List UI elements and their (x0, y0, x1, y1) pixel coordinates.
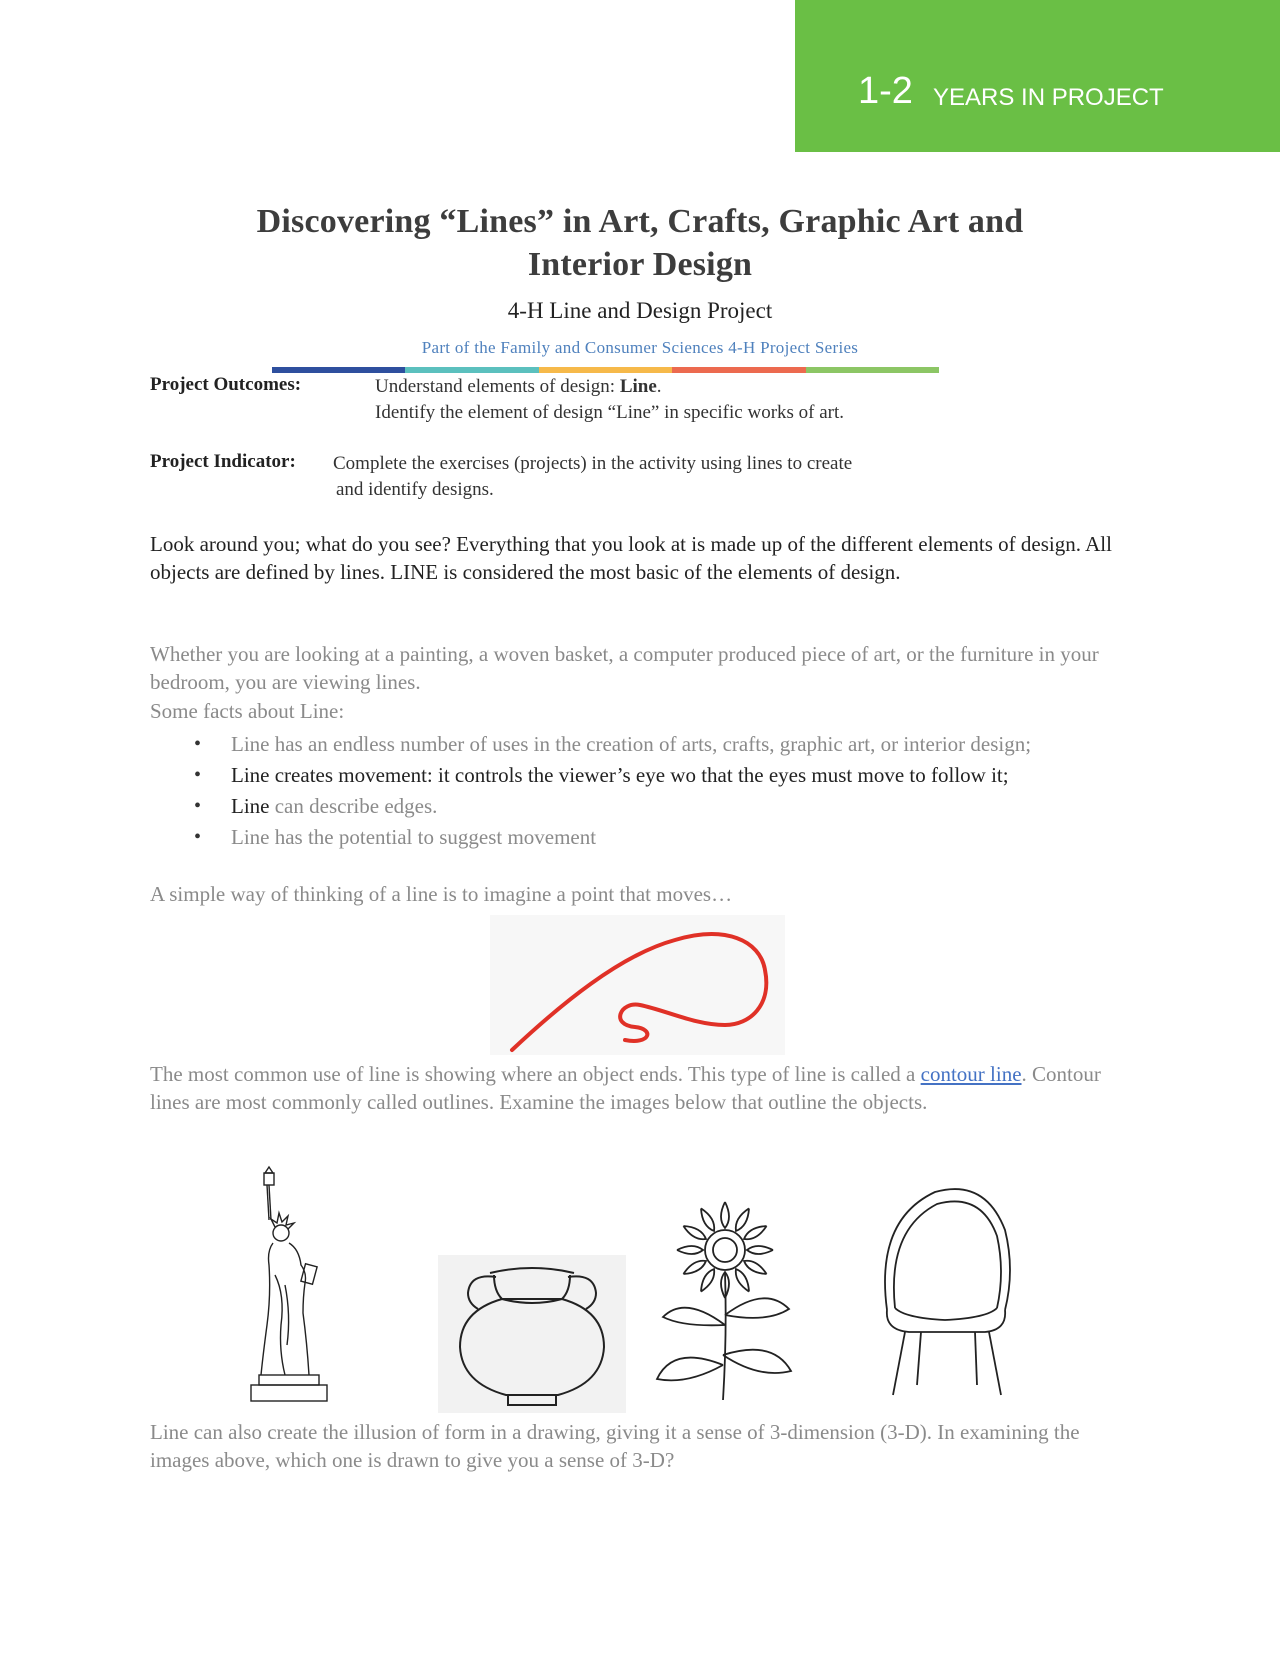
outcomes-line-1 (375, 374, 662, 400)
badge-number: 1-2 (858, 70, 913, 112)
indicator-line-1: Complete the exercises (projects) in the activity using lines to create (333, 453, 853, 474)
list-item (190, 730, 1140, 758)
facts-list (190, 730, 1140, 854)
color-bar-segment (272, 367, 405, 373)
bullet-rest: Line has the potential to suggest movement (231, 825, 597, 849)
list-item (190, 761, 1140, 789)
contour-text-before: The most common use of line is showing where an object ends. This type of line is called a (150, 1062, 921, 1086)
color-bar-segment (672, 367, 805, 373)
vase-icon (438, 1255, 626, 1413)
color-bar-segment (806, 367, 939, 373)
outcomes-line-2: Identify the element of design “Line” in specific works of art. (375, 402, 845, 423)
statue-of-liberty-icon (245, 1165, 335, 1405)
outcomes-bold: Line (619, 376, 657, 397)
color-bar-segment (405, 367, 538, 373)
outcomes-suffix: . (656, 376, 662, 397)
series-line: Part of the Family and Consumer Sciences 4-H Project Series (421, 338, 859, 357)
indicator-line-2: and identify designs. (336, 479, 494, 500)
outcomes-text: Understand elements of design: (375, 376, 620, 397)
facts-heading: Some facts about Line: (150, 699, 345, 723)
title-line-1: Discovering “Lines” in Art, Crafts, Graphic Art and (256, 203, 1024, 240)
color-bar-segment (539, 367, 672, 373)
contour-text-after: . Contour lines are most commonly called outlines. Examine the images below that outline the objects. (150, 1062, 1101, 1114)
color-bar (272, 367, 939, 373)
project-subtitle: 4-H Line and Design Project (507, 298, 773, 323)
moving-point-line-image (490, 915, 785, 1055)
years-badge (795, 0, 1280, 152)
bullet-lead: Line creates movement: it controls the viewer’s eye wo that the eyes must move to follow it; (231, 763, 1009, 787)
chair-icon (865, 1180, 1025, 1405)
list-item (190, 792, 1140, 820)
bullet-lead: Line (231, 794, 270, 818)
simple-way-text: A simple way of thinking of a line is to imagine a point that moves… (150, 882, 733, 906)
whether-paragraph: Whether you are looking at a painting, a woven basket, a computer produced piece of art, or the furniture in your bedroom, you are viewing lines. (150, 642, 1099, 694)
bullet-rest: can describe edges. (269, 794, 438, 818)
intro-paragraph: Look around you; what do you see? Everything that you look at is made up of the different elements of design. All objects are defined by lines. LINE is considered the most basic of the elements of design. (150, 532, 1112, 584)
badge-text: YEARS IN PROJECT (933, 84, 1164, 111)
page-title (150, 200, 1130, 286)
contour-paragraph (150, 1060, 1140, 1116)
indicator-label: Project Indicator: (150, 451, 296, 472)
contour-line-link[interactable]: contour line (920, 1062, 1022, 1086)
sunflower-icon (645, 1195, 805, 1405)
list-item (190, 823, 1140, 851)
illusion-paragraph: Line can also create the illusion of form in a drawing, giving it a sense of 3-dimension (3-D). In examining the images above, which one is drawn to give you a sense of 3-D? (150, 1420, 1080, 1472)
bullet-rest: Line has an endless number of uses in the creation of arts, crafts, graphic art, or interior design; (231, 732, 1032, 756)
outcomes-label: Project Outcomes: (150, 374, 302, 395)
title-line-2: Interior Design (527, 246, 753, 283)
